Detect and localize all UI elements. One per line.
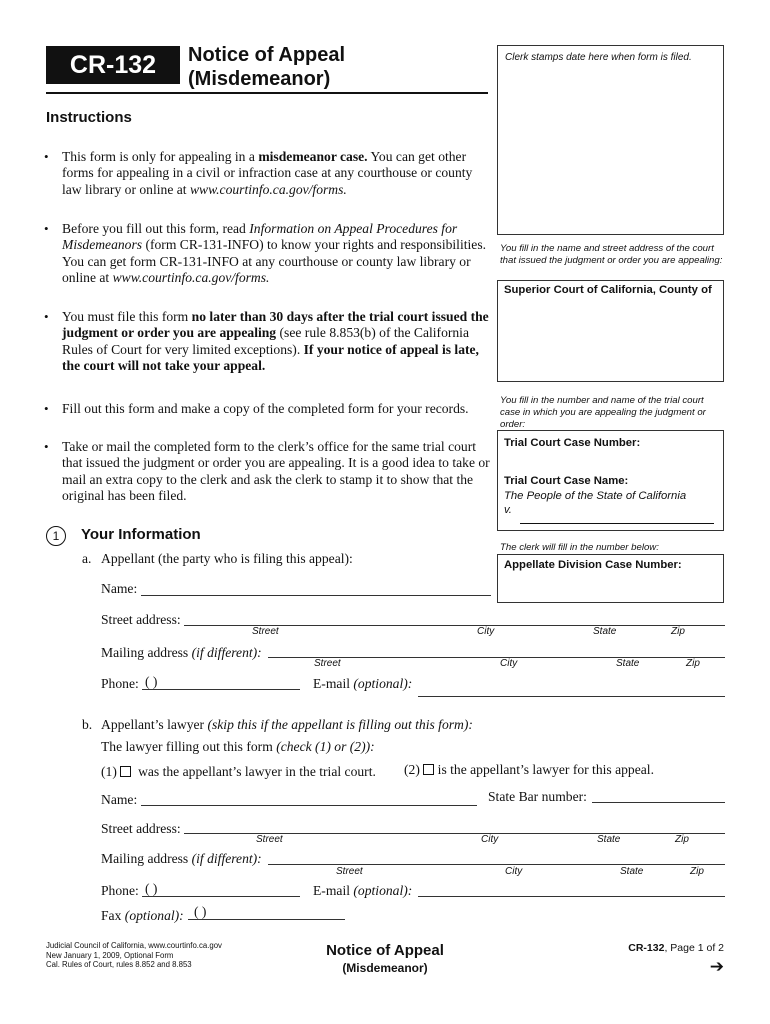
lawyer-mailing-label: Mailing address (if different): [101,851,262,866]
lawyer-phone-label: Phone: [101,883,139,898]
city-sublabel: City [500,658,518,669]
state-sublabel: State [593,626,617,637]
city-sublabel: City [477,626,495,637]
bullet-text: You must file this form no later than 30 days after the trial court issued the judgment or order you are appealing (see rule 8.853(b) of the California Rules of Court for very limited exceptions). If your notice of appeal is late, the court will not take your appeal. [62,309,489,373]
state-bar-label: State Bar number: [488,789,587,804]
lawyer-email-line[interactable] [418,896,725,897]
clerk-stamp-box [497,45,724,235]
instruction-bullet-4 [46,401,491,417]
bullet-text: Before you fill out this form, read Information on Appeal Procedures for Misdemeanors (form CR-131-INFO) to know your rights and responsibilities. You can get form CR-131-INFO at any courthouse or county law library or online at www.courtinfo.ca.gov/forms. [62,221,487,285]
your-information-heading: Your Information [81,526,201,543]
phone-area-code: ( ) [145,881,158,896]
appellant-street-label: Street address: [101,612,181,627]
option-2: (2) is the appellant’s lawyer for this appeal. [404,762,654,777]
state-sublabel: State [616,658,640,669]
court-instruction-note: You fill in the name and street address of the court that issued the judgment or order you are appealing: [500,243,723,266]
lawyer-name-label: Name: [101,792,138,807]
superior-court-label: Superior Court of California, County of [504,284,712,296]
superior-court-box[interactable] [497,280,724,382]
lawyer-email-label: E-mail (optional): [313,883,413,898]
footer-title: Notice of Appeal [326,942,444,959]
appellant-phone-line[interactable] [142,689,300,690]
trial-case-number-label: Trial Court Case Number: [504,437,641,449]
appellant-email-label: E-mail (optional): [313,676,413,691]
bullet-icon: • [44,149,49,164]
next-page-arrow-icon[interactable]: ➔ [709,957,724,977]
clerk-stamp-note: Clerk stamps date here when form is filed. [505,52,692,63]
zip-sublabel: Zip [690,866,704,877]
appellant-email-line[interactable] [418,696,725,697]
bullet-text: Take or mail the completed form to the clerk’s office for the same trial court that issued the judgment or order you are appealing. It is a good idea to take or mail an extra copy to the clerk and ask the clerk to stamp it to show that the original has been filed. [62,439,490,503]
lawyer-phone-line[interactable] [142,896,300,897]
trial-case-name-label: Trial Court Case Name: [504,475,629,487]
form-subtitle: (Misdemeanor) [188,68,331,90]
item-a-text: Appellant (the party who is filing this appeal): [101,551,353,566]
city-sublabel: City [505,866,523,877]
phone-area-code: ( ) [145,674,158,689]
bullet-text: This form is only for appealing in a misdemeanor case. You can get other forms for appealing in a civil or infraction case at any courthouse or county law library or online at www.courtinfo.ca.gov/forms. [62,149,473,197]
street-sublabel: Street [336,866,363,877]
courtinfo-link[interactable]: www.courtinfo.ca.gov/forms. [189,181,347,197]
appellant-name-label: Name: [101,581,138,596]
page-indicator: CR-132, Page 1 of 2 [628,942,724,954]
defendant-name-line[interactable] [520,523,714,524]
bullet-text: Fill out this form and make a copy of the completed form for your records. [62,401,469,416]
case-instruction-note: You fill in the number and name of the trial court case in which you are appealing the judgment or order: [500,395,706,430]
appellate-case-number-label: Appellate Division Case Number: [504,559,682,571]
trial-case-box[interactable] [497,430,724,531]
appellate-case-box [497,554,724,603]
lawyer-fax-line[interactable] [188,919,345,920]
instruction-bullet-3 [46,309,491,374]
lawyer-check-instruction: The lawyer filling out this form (check (1) or (2)): [101,739,375,754]
item-a-label: a. [82,551,92,566]
courtinfo-link[interactable]: www.courtinfo.ca.gov/forms. [112,269,270,285]
trial-lawyer-checkbox[interactable] [120,766,131,777]
zip-sublabel: Zip [671,626,685,637]
option-1: (1) was the appellant’s lawyer in the trial court. [101,764,376,779]
lawyer-mailing-line[interactable] [268,864,725,865]
street-sublabel: Street [256,834,283,845]
state-bar-line[interactable] [592,802,725,803]
appellant-mailing-label: Mailing address (if different): [101,645,262,660]
title-divider [46,92,488,94]
item-b-label: b. [82,717,93,732]
bullet-icon: • [44,221,49,236]
bullet-icon: • [44,439,49,454]
lawyer-street-label: Street address: [101,821,181,836]
zip-sublabel: Zip [686,658,700,669]
appellant-name-line[interactable] [141,595,491,596]
instruction-bullet-2 [46,221,491,286]
trial-case-name-value: The People of the State of California [504,490,687,502]
form-number-badge: CR-132 [46,46,180,84]
lawyer-name-line[interactable] [141,805,477,806]
item-b-text: Appellant’s lawyer (skip this if the appellant is filling out this form): [101,717,473,732]
form-title: Notice of Appeal [188,44,346,66]
bullet-icon: • [44,309,49,324]
appeal-lawyer-checkbox[interactable] [423,764,434,775]
state-sublabel: State [620,866,644,877]
zip-sublabel: Zip [675,834,689,845]
footer-subtitle: (Misdemeanor) [342,961,428,975]
clerk-instruction-note: The clerk will fill in the number below: [500,542,659,553]
state-sublabel: State [597,834,621,845]
lawyer-fax-label: Fax (optional): [101,908,184,923]
bullet-icon: • [44,401,49,416]
fax-area-code: ( ) [194,904,207,919]
street-sublabel: Street [314,658,341,669]
instruction-bullet-1 [46,149,491,198]
street-sublabel: Street [252,626,279,637]
versus-text: v. [504,504,512,516]
appellant-phone-label: Phone: [101,676,139,691]
instruction-bullet-5 [46,439,491,504]
instructions-heading: Instructions [46,109,132,126]
section-number-circle: 1 [46,526,66,546]
footer-citation: Judicial Council of California, www.courtinfo.ca.gov New January 1, 2009, Optional Form Cal. Rules of Court, rules 8.852 and 8.853 [46,941,222,969]
city-sublabel: City [481,834,499,845]
